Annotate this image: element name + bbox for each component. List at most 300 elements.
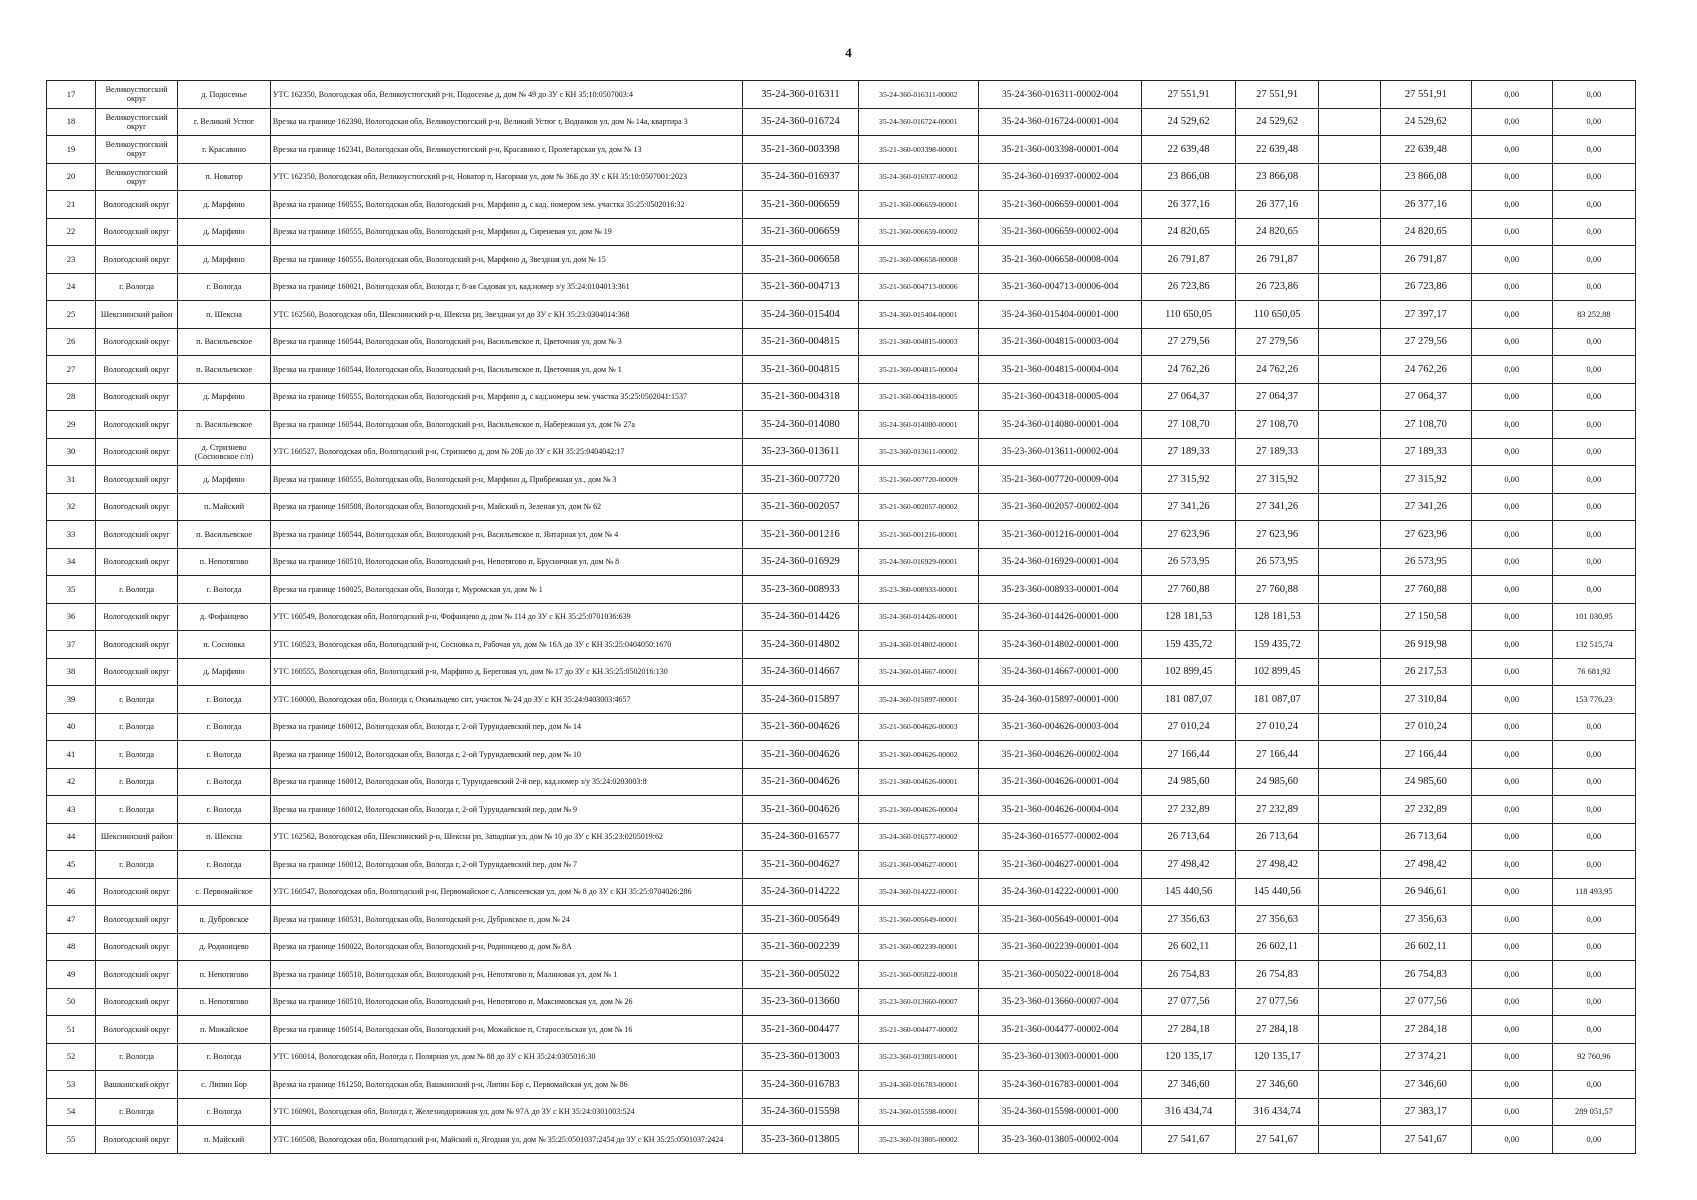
connection-code-cell: 35-24-360-016783-00001 <box>858 1071 979 1099</box>
address-cell: УТС 160901, Вологодская обл, Вологда г, Железнодорожная ул, дом № 97А до ЗУ с КН 35:24:0301003:524 <box>270 1098 742 1126</box>
empty-cell-cell <box>1319 961 1381 989</box>
address-cell: Врезка на границе 160022, Вологодская обл, Вологодский р-н, Родионцево д, дом № 8А <box>270 933 742 961</box>
amount-extra-cell: 0,00 <box>1552 246 1635 274</box>
contract-code-cell: 35-21-360-002057-00002-004 <box>979 493 1142 521</box>
amount-total-2-cell: 26 602,11 <box>1236 933 1319 961</box>
row-number-cell: 44 <box>47 823 96 851</box>
settlement-cell: г. Вологда <box>178 273 271 301</box>
amount-total-cell: 26 602,11 <box>1142 933 1236 961</box>
settlement-cell: с. Липин Бор <box>178 1071 271 1099</box>
amount-total-2-cell: 27 279,56 <box>1236 328 1319 356</box>
row-number-cell: 42 <box>47 768 96 796</box>
amount-base-cell: 27 010,24 <box>1381 713 1472 741</box>
settlement-cell: с. Первомайское <box>178 878 271 906</box>
amount-total-2-cell: 22 639,48 <box>1236 136 1319 164</box>
amount-base-cell: 26 217,53 <box>1381 658 1472 686</box>
amount-total-cell: 26 713,64 <box>1142 823 1236 851</box>
contract-code-cell: 35-21-360-004713-00006-004 <box>979 273 1142 301</box>
amount-base-cell: 26 723,86 <box>1381 273 1472 301</box>
address-cell: Врезка на границе 160555, Вологодская обл, Вологодский р-н, Марфино д, Прибрежная ул., дом № 3 <box>270 466 742 494</box>
object-code-cell: 35-24-360-015404 <box>743 301 858 329</box>
amount-total-2-cell: 27 551,91 <box>1236 81 1319 109</box>
district-cell: г. Вологда <box>96 273 178 301</box>
row-number-cell: 27 <box>47 356 96 384</box>
settlement-cell: г. Вологда <box>178 686 271 714</box>
row-number-cell: 47 <box>47 906 96 934</box>
amount-base-cell: 27 166,44 <box>1381 741 1472 769</box>
settlement-cell: г. Вологда <box>178 576 271 604</box>
connection-code-cell: 35-23-360-013003-00001 <box>858 1043 979 1071</box>
district-cell: Вологодский округ <box>96 356 178 384</box>
contract-code-cell: 35-24-360-014426-00001-000 <box>979 603 1142 631</box>
connection-code-cell: 35-21-360-004627-00001 <box>858 851 979 879</box>
settlement-cell: г. Вологда <box>178 741 271 769</box>
connection-code-cell: 35-21-360-004713-00006 <box>858 273 979 301</box>
connection-code-cell: 35-21-360-006658-00008 <box>858 246 979 274</box>
table-row <box>47 411 1636 439</box>
amount-extra-cell: 0,00 <box>1552 713 1635 741</box>
amount-total-2-cell: 145 440,56 <box>1236 878 1319 906</box>
table-row <box>47 548 1636 576</box>
settlement-cell: п. Можайское <box>178 1016 271 1044</box>
amount-total-2-cell: 159 435,72 <box>1236 631 1319 659</box>
table-row <box>47 878 1636 906</box>
amount-zero-cell: 0,00 <box>1471 1126 1552 1154</box>
object-code-cell: 35-21-360-006659 <box>743 191 858 219</box>
row-number-cell: 46 <box>47 878 96 906</box>
settlement-cell: г. Вологда <box>178 768 271 796</box>
district-cell: Вашкинский округ <box>96 1071 178 1099</box>
district-cell: г. Вологда <box>96 796 178 824</box>
amount-extra-cell: 0,00 <box>1552 933 1635 961</box>
amount-total-2-cell: 27 077,56 <box>1236 988 1319 1016</box>
connection-code-cell: 35-24-360-015404-00001 <box>858 301 979 329</box>
amount-extra-cell: 0,00 <box>1552 466 1635 494</box>
amount-total-2-cell: 27 232,89 <box>1236 796 1319 824</box>
row-number-cell: 49 <box>47 961 96 989</box>
row-number-cell: 34 <box>47 548 96 576</box>
settlement-cell: д. Марфино <box>178 466 271 494</box>
amount-total-2-cell: 27 623,96 <box>1236 521 1319 549</box>
district-cell: г. Вологда <box>96 1043 178 1071</box>
table-body <box>47 81 1636 1154</box>
amount-total-2-cell: 24 762,26 <box>1236 356 1319 384</box>
amount-extra-cell: 0,00 <box>1552 218 1635 246</box>
amount-total-cell: 27 166,44 <box>1142 741 1236 769</box>
object-code-cell: 35-21-360-004477 <box>743 1016 858 1044</box>
table-row <box>47 933 1636 961</box>
district-cell: Вологодский округ <box>96 1016 178 1044</box>
address-cell: Врезка на границе 160508, Вологодская обл, Вологодский р-н, Майский п, Зеленая ул, дом № 62 <box>270 493 742 521</box>
contract-code-cell: 35-21-360-004627-00001-004 <box>979 851 1142 879</box>
settlement-cell: д. Марфино <box>178 383 271 411</box>
amount-total-2-cell: 26 573,95 <box>1236 548 1319 576</box>
row-number-cell: 25 <box>47 301 96 329</box>
row-number-cell: 24 <box>47 273 96 301</box>
settlement-cell: п. Новатор <box>178 163 271 191</box>
connection-code-cell: 35-21-360-007720-00009 <box>858 466 979 494</box>
address-cell: Врезка на границе 162390, Вологодская обл, Великоустюгский р-н, Великий Устюг г, Водников ул, дом № 14а, квартира 3 <box>270 108 742 136</box>
empty-cell-cell <box>1319 356 1381 384</box>
amount-extra-cell: 0,00 <box>1552 136 1635 164</box>
amount-base-cell: 26 602,11 <box>1381 933 1472 961</box>
district-cell: г. Вологда <box>96 851 178 879</box>
amount-total-cell: 24 529,62 <box>1142 108 1236 136</box>
address-cell: УТС 160000, Вологодская обл, Вологда г, Охмыльцево снт, участок № 24 до ЗУ с КН 35:24:0403003:4657 <box>270 686 742 714</box>
table-row <box>47 1098 1636 1126</box>
address-cell: Врезка на границе 160012, Вологодская обл, Вологда г, 2-ой Турундаевский пер, дом № 14 <box>270 713 742 741</box>
district-cell: Великоустюгский округ <box>96 108 178 136</box>
district-cell: Вологодский округ <box>96 548 178 576</box>
connection-code-cell: 35-24-360-014426-00001 <box>858 603 979 631</box>
empty-cell-cell <box>1319 878 1381 906</box>
district-cell: Шекснинский район <box>96 301 178 329</box>
object-code-cell: 35-24-360-016577 <box>743 823 858 851</box>
object-code-cell: 35-21-360-001216 <box>743 521 858 549</box>
connection-code-cell: 35-23-360-013805-00002 <box>858 1126 979 1154</box>
amount-base-cell: 27 760,88 <box>1381 576 1472 604</box>
settlement-cell: п. Сосновка <box>178 631 271 659</box>
amount-total-2-cell: 27 284,18 <box>1236 1016 1319 1044</box>
table-row <box>47 301 1636 329</box>
table-row <box>47 1126 1636 1154</box>
address-cell: УТС 160508, Вологодская обл, Вологодский р-н, Майский п, Ягодная ул, дом № 35:25:0501037:2454 до ЗУ с КН 35:25:0501037:2424 <box>270 1126 742 1154</box>
amount-zero-cell: 0,00 <box>1471 713 1552 741</box>
address-cell: Врезка на границе 160510, Вологодская обл, Вологодский р-н, Непотягово п, Максимовская ул, дом № 26 <box>270 988 742 1016</box>
amount-zero-cell: 0,00 <box>1471 466 1552 494</box>
empty-cell-cell <box>1319 218 1381 246</box>
amount-base-cell: 27 108,70 <box>1381 411 1472 439</box>
district-cell: Вологодский округ <box>96 933 178 961</box>
object-code-cell: 35-23-360-013611 <box>743 438 858 466</box>
amount-extra-cell: 0,00 <box>1552 438 1635 466</box>
amount-zero-cell: 0,00 <box>1471 218 1552 246</box>
settlement-cell: г. Красавино <box>178 136 271 164</box>
amount-total-2-cell: 27 315,92 <box>1236 466 1319 494</box>
amount-base-cell: 27 374,21 <box>1381 1043 1472 1071</box>
amount-total-cell: 145 440,56 <box>1142 878 1236 906</box>
table-row <box>47 961 1636 989</box>
amount-total-2-cell: 27 541,67 <box>1236 1126 1319 1154</box>
amount-zero-cell: 0,00 <box>1471 823 1552 851</box>
district-cell: Вологодский округ <box>96 383 178 411</box>
amount-total-cell: 26 723,86 <box>1142 273 1236 301</box>
row-number-cell: 53 <box>47 1071 96 1099</box>
contract-code-cell: 35-21-360-003398-00001-004 <box>979 136 1142 164</box>
amount-total-cell: 27 315,92 <box>1142 466 1236 494</box>
amount-total-cell: 27 623,96 <box>1142 521 1236 549</box>
amount-base-cell: 27 356,63 <box>1381 906 1472 934</box>
address-cell: Врезка на границе 160531, Вологодская обл, Вологодский р-н, Дубровское п, дом № 24 <box>270 906 742 934</box>
district-cell: Шекснинский район <box>96 823 178 851</box>
address-cell: УТС 160555, Вологодская обл, Вологодский р-н, Марфино д, Береговая ул, дом № 17 до ЗУ с КН 35:25:0502016:130 <box>270 658 742 686</box>
amount-total-2-cell: 181 087,07 <box>1236 686 1319 714</box>
amount-total-cell: 27 064,37 <box>1142 383 1236 411</box>
amount-base-cell: 24 762,26 <box>1381 356 1472 384</box>
amount-extra-cell: 0,00 <box>1552 273 1635 301</box>
row-number-cell: 20 <box>47 163 96 191</box>
connection-code-cell: 35-21-360-004318-00005 <box>858 383 979 411</box>
empty-cell-cell <box>1319 328 1381 356</box>
amount-total-cell: 316 434,74 <box>1142 1098 1236 1126</box>
table-row <box>47 823 1636 851</box>
amount-zero-cell: 0,00 <box>1471 906 1552 934</box>
contract-code-cell: 35-24-360-016929-00001-004 <box>979 548 1142 576</box>
row-number-cell: 30 <box>47 438 96 466</box>
settlement-cell: п. Майский <box>178 1126 271 1154</box>
amount-extra-cell: 118 493,95 <box>1552 878 1635 906</box>
table-row <box>47 273 1636 301</box>
object-code-cell: 35-24-360-014667 <box>743 658 858 686</box>
empty-cell-cell <box>1319 1043 1381 1071</box>
amount-zero-cell: 0,00 <box>1471 686 1552 714</box>
amount-zero-cell: 0,00 <box>1471 741 1552 769</box>
contract-code-cell: 35-23-360-013805-00002-004 <box>979 1126 1142 1154</box>
contract-code-cell: 35-21-360-004626-00002-004 <box>979 741 1142 769</box>
amount-total-2-cell: 26 723,86 <box>1236 273 1319 301</box>
district-cell: г. Вологда <box>96 713 178 741</box>
amount-total-cell: 26 754,83 <box>1142 961 1236 989</box>
empty-cell-cell <box>1319 246 1381 274</box>
address-cell: Врезка на границе 160510, Вологодская обл, Вологодский р-н, Непотягово п, Брусничная ул, дом № 8 <box>270 548 742 576</box>
settlement-cell: п. Шексна <box>178 823 271 851</box>
object-code-cell: 35-23-360-013660 <box>743 988 858 1016</box>
amount-total-2-cell: 110 650,05 <box>1236 301 1319 329</box>
amount-zero-cell: 0,00 <box>1471 521 1552 549</box>
table-row <box>47 218 1636 246</box>
amount-base-cell: 27 284,18 <box>1381 1016 1472 1044</box>
amount-base-cell: 27 064,37 <box>1381 383 1472 411</box>
object-code-cell: 35-21-360-006658 <box>743 246 858 274</box>
amount-zero-cell: 0,00 <box>1471 108 1552 136</box>
amount-base-cell: 27 498,42 <box>1381 851 1472 879</box>
amount-total-2-cell: 27 341,26 <box>1236 493 1319 521</box>
contract-code-cell: 35-21-360-004626-00003-004 <box>979 713 1142 741</box>
amount-base-cell: 26 754,83 <box>1381 961 1472 989</box>
amount-extra-cell: 0,00 <box>1552 521 1635 549</box>
amount-total-2-cell: 26 791,87 <box>1236 246 1319 274</box>
settlement-cell: п. Васильевское <box>178 356 271 384</box>
amount-extra-cell: 0,00 <box>1552 768 1635 796</box>
table-row <box>47 603 1636 631</box>
district-cell: Великоустюгский округ <box>96 136 178 164</box>
contract-code-cell: 35-21-360-005649-00001-004 <box>979 906 1142 934</box>
address-cell: Врезка на границе 160012, Вологодская обл, Вологда г, 2-ой Турундаевский пер, дом № 7 <box>270 851 742 879</box>
amount-base-cell: 27 623,96 <box>1381 521 1472 549</box>
contract-code-cell: 35-21-360-004815-00004-004 <box>979 356 1142 384</box>
amount-total-2-cell: 24 529,62 <box>1236 108 1319 136</box>
contract-code-cell: 35-24-360-014080-00001-004 <box>979 411 1142 439</box>
connection-code-cell: 35-21-360-002057-00002 <box>858 493 979 521</box>
amount-base-cell: 26 791,87 <box>1381 246 1472 274</box>
settlement-cell: п. Непотягово <box>178 548 271 576</box>
amount-extra-cell: 0,00 <box>1552 356 1635 384</box>
object-code-cell: 35-23-360-013805 <box>743 1126 858 1154</box>
table-row <box>47 81 1636 109</box>
connection-code-cell: 35-21-360-005022-00018 <box>858 961 979 989</box>
empty-cell-cell <box>1319 1071 1381 1099</box>
amount-total-cell: 27 346,60 <box>1142 1071 1236 1099</box>
amount-zero-cell: 0,00 <box>1471 438 1552 466</box>
table-row <box>47 191 1636 219</box>
connection-code-cell: 35-21-360-003398-00001 <box>858 136 979 164</box>
amount-extra-cell: 0,00 <box>1552 961 1635 989</box>
contract-code-cell: 35-21-360-004815-00003-004 <box>979 328 1142 356</box>
amount-extra-cell: 0,00 <box>1552 906 1635 934</box>
contract-code-cell: 35-24-360-016577-00002-004 <box>979 823 1142 851</box>
empty-cell-cell <box>1319 438 1381 466</box>
amount-extra-cell: 0,00 <box>1552 741 1635 769</box>
amount-total-2-cell: 27 166,44 <box>1236 741 1319 769</box>
connection-code-cell: 35-21-360-006659-00001 <box>858 191 979 219</box>
settlement-cell: д. Марфино <box>178 191 271 219</box>
amount-total-cell: 26 791,87 <box>1142 246 1236 274</box>
amount-extra-cell: 0,00 <box>1552 191 1635 219</box>
address-cell: Врезка на границе 160544, Вологодская обл, Вологодский р-н, Васильевское п, Набережная ул, дом № 27а <box>270 411 742 439</box>
district-cell: Вологодский округ <box>96 631 178 659</box>
row-number-cell: 29 <box>47 411 96 439</box>
contract-code-cell: 35-21-360-006659-00001-004 <box>979 191 1142 219</box>
table-row <box>47 576 1636 604</box>
empty-cell-cell <box>1319 851 1381 879</box>
object-code-cell: 35-24-360-016937 <box>743 163 858 191</box>
object-code-cell: 35-21-360-002239 <box>743 933 858 961</box>
district-cell: Вологодский округ <box>96 466 178 494</box>
amount-zero-cell: 0,00 <box>1471 796 1552 824</box>
empty-cell-cell <box>1319 493 1381 521</box>
table-row <box>47 741 1636 769</box>
row-number-cell: 35 <box>47 576 96 604</box>
connection-code-cell: 35-21-360-005649-00001 <box>858 906 979 934</box>
object-code-cell: 35-24-360-016724 <box>743 108 858 136</box>
amount-base-cell: 26 919,98 <box>1381 631 1472 659</box>
amount-total-cell: 102 899,45 <box>1142 658 1236 686</box>
row-number-cell: 45 <box>47 851 96 879</box>
amount-total-2-cell: 27 064,37 <box>1236 383 1319 411</box>
amount-total-2-cell: 316 434,74 <box>1236 1098 1319 1126</box>
amount-zero-cell: 0,00 <box>1471 548 1552 576</box>
address-cell: Врезка на границе 160510, Вологодская обл, Вологодский р-н, Непотягово п, Малиновая ул, дом № 1 <box>270 961 742 989</box>
amount-base-cell: 27 315,92 <box>1381 466 1472 494</box>
amount-total-cell: 159 435,72 <box>1142 631 1236 659</box>
object-code-cell: 35-21-360-002057 <box>743 493 858 521</box>
empty-cell-cell <box>1319 823 1381 851</box>
table-row <box>47 521 1636 549</box>
amount-total-cell: 27 108,70 <box>1142 411 1236 439</box>
amount-zero-cell: 0,00 <box>1471 301 1552 329</box>
district-cell: Вологодский округ <box>96 878 178 906</box>
connection-code-cell: 35-24-360-015897-00001 <box>858 686 979 714</box>
connection-code-cell: 35-21-360-004626-00004 <box>858 796 979 824</box>
settlement-cell: д. Подосенье <box>178 81 271 109</box>
amount-total-2-cell: 27 498,42 <box>1236 851 1319 879</box>
object-code-cell: 35-21-360-004815 <box>743 328 858 356</box>
amount-zero-cell: 0,00 <box>1471 603 1552 631</box>
address-cell: Врезка на границе 161250, Вологодская обл, Вашкинский р-н, Липин Бор с, Первомайская ул, дом № 86 <box>270 1071 742 1099</box>
row-number-cell: 23 <box>47 246 96 274</box>
object-code-cell: 35-21-360-005022 <box>743 961 858 989</box>
contract-code-cell: 35-24-360-016937-00002-004 <box>979 163 1142 191</box>
row-number-cell: 39 <box>47 686 96 714</box>
amount-total-cell: 27 284,18 <box>1142 1016 1236 1044</box>
district-cell: Великоустюгский округ <box>96 81 178 109</box>
address-cell: Врезка на границе 160555, Вологодская обл, Вологодский р-н, Марфино д, с кад.номеры зем. участка 35:25:0502041:1537 <box>270 383 742 411</box>
contract-code-cell: 35-21-360-007720-00009-004 <box>979 466 1142 494</box>
district-cell: Вологодский округ <box>96 988 178 1016</box>
row-number-cell: 43 <box>47 796 96 824</box>
table-row <box>47 328 1636 356</box>
connection-code-cell: 35-21-360-006659-00002 <box>858 218 979 246</box>
object-code-cell: 35-21-360-006659 <box>743 218 858 246</box>
amount-base-cell: 26 573,95 <box>1381 548 1472 576</box>
settlement-cell: г. Вологда <box>178 713 271 741</box>
row-number-cell: 55 <box>47 1126 96 1154</box>
object-code-cell: 35-21-360-004815 <box>743 356 858 384</box>
amount-total-2-cell: 27 346,60 <box>1236 1071 1319 1099</box>
connection-code-cell: 35-24-360-016937-00002 <box>858 163 979 191</box>
address-cell: УТС 160547, Вологодская обл, Вологодский р-н, Первомайское с, Алексеевская ул, дом № 8 до ЗУ с КН 35:25:0704026:286 <box>270 878 742 906</box>
amount-total-cell: 27 541,67 <box>1142 1126 1236 1154</box>
amount-base-cell: 26 713,64 <box>1381 823 1472 851</box>
amount-extra-cell: 0,00 <box>1552 1016 1635 1044</box>
contract-code-cell: 35-23-360-008933-00001-004 <box>979 576 1142 604</box>
amount-base-cell: 24 529,62 <box>1381 108 1472 136</box>
contract-code-cell: 35-24-360-015598-00001-000 <box>979 1098 1142 1126</box>
object-code-cell: 35-21-360-003398 <box>743 136 858 164</box>
connection-code-cell: 35-24-360-016577-00002 <box>858 823 979 851</box>
contract-code-cell: 35-24-360-016783-00001-004 <box>979 1071 1142 1099</box>
connection-code-cell: 35-24-360-015598-00001 <box>858 1098 979 1126</box>
amount-zero-cell: 0,00 <box>1471 246 1552 274</box>
contract-code-cell: 35-24-360-016311-00002-004 <box>979 81 1142 109</box>
contract-code-cell: 35-23-360-013660-00007-004 <box>979 988 1142 1016</box>
district-cell: г. Вологда <box>96 686 178 714</box>
table-row <box>47 1071 1636 1099</box>
table-row <box>47 631 1636 659</box>
row-number-cell: 54 <box>47 1098 96 1126</box>
settlement-cell: д. Стризнево (Сосновское с/п) <box>178 438 271 466</box>
empty-cell-cell <box>1319 686 1381 714</box>
amount-base-cell: 26 377,16 <box>1381 191 1472 219</box>
amount-zero-cell: 0,00 <box>1471 933 1552 961</box>
amount-extra-cell: 0,00 <box>1552 576 1635 604</box>
amount-total-cell: 24 762,26 <box>1142 356 1236 384</box>
table-row <box>47 493 1636 521</box>
address-cell: Врезка на границе 160514, Вологодская обл, Вологодский р-н, Можайское п, Старосельская ул, дом № 16 <box>270 1016 742 1044</box>
connection-code-cell: 35-21-360-004626-00002 <box>858 741 979 769</box>
empty-cell-cell <box>1319 1098 1381 1126</box>
empty-cell-cell <box>1319 301 1381 329</box>
table-row <box>47 163 1636 191</box>
amount-zero-cell: 0,00 <box>1471 631 1552 659</box>
amount-base-cell: 27 310,84 <box>1381 686 1472 714</box>
settlement-cell: п. Васильевское <box>178 521 271 549</box>
empty-cell-cell <box>1319 108 1381 136</box>
object-code-cell: 35-21-360-004626 <box>743 713 858 741</box>
amount-total-cell: 27 341,26 <box>1142 493 1236 521</box>
district-cell: г. Вологда <box>96 741 178 769</box>
connection-code-cell: 35-21-360-004815-00003 <box>858 328 979 356</box>
address-cell: Врезка на границе 160012, Вологодская обл, Вологда г, 2-ой Турундаевский пер, дом № 9 <box>270 796 742 824</box>
amount-extra-cell: 0,00 <box>1552 548 1635 576</box>
settlement-cell: п. Шексна <box>178 301 271 329</box>
district-cell: Вологодский округ <box>96 411 178 439</box>
row-number-cell: 41 <box>47 741 96 769</box>
empty-cell-cell <box>1319 713 1381 741</box>
object-code-cell: 35-21-360-004626 <box>743 741 858 769</box>
connection-code-cell: 35-24-360-016724-00001 <box>858 108 979 136</box>
address-cell: УТС 160549, Вологодская обл, Вологодский р-н, Фофанцево д, дом № 114 до ЗУ с КН 35:25:0701036:639 <box>270 603 742 631</box>
